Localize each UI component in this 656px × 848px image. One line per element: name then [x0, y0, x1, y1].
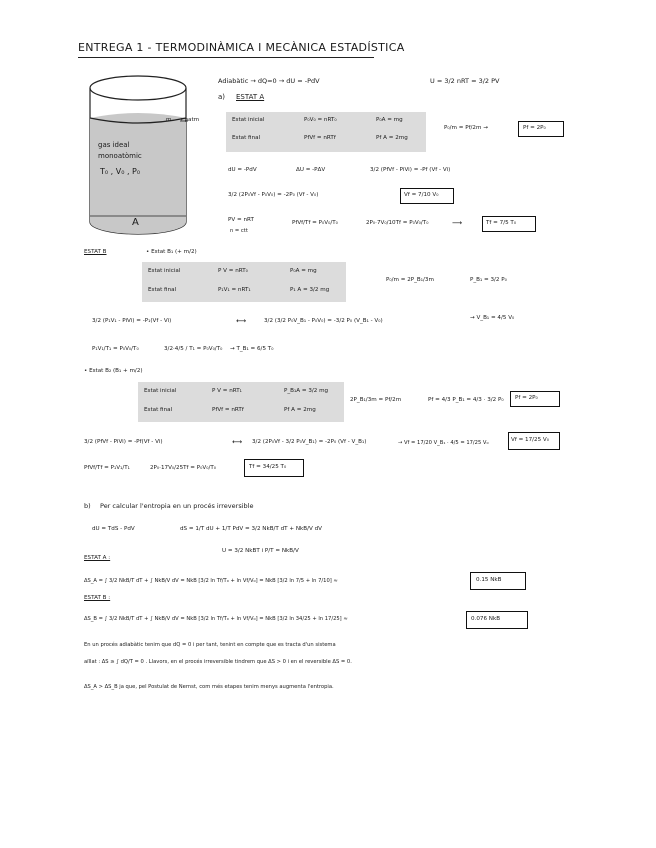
u-formula: U = 3/2 nRT = 3/2 PV [430, 77, 500, 85]
estat-a-fin-label: Estat final [232, 135, 261, 141]
estat-a-ini-eq1: P₀V₀ = nRT₀ [304, 117, 337, 123]
estat-a-fin-eq1: PfVf = nRTf [304, 135, 336, 141]
steps-a-l2: 3/2 (2P₀Vf - P₀V₀) = -2P₀ (Vf - V₀) [228, 192, 319, 198]
estat-b-l4-result: Tf = 34/25 T₀ [249, 464, 287, 470]
part-b-para-1: En un procés adiabàtic tenim que dQ = 0 i per tant, tenint en compte que es tracta d'un sistema [84, 642, 336, 648]
part-b-dsa-result: 0.15 NkB [476, 577, 502, 583]
estat-b-l3: 3/2 (PfVf - PiVi) = -Pf(Vf - Vi) [84, 439, 163, 445]
estat-b-l1-result: → V_B₁ = 4/5 V₀ [470, 315, 515, 321]
estat-b1-fin-label: Estat final [148, 287, 177, 293]
estat-b-l1b: 3/2 (3/2 P₀V_B₁ - P₀V₀) = -3/2 P₀ (V_B₁ - V₀) [264, 318, 383, 324]
estat-a-fin-eq2: Pf A = 2mg [376, 135, 408, 141]
part-b-estat-a: ESTAT A : [84, 555, 111, 561]
estat-b1-ratio: P₀/m = 2P_B₁/3m [386, 277, 434, 283]
part-b-ucap: U = 3/2 NkBT i P/T = NkB/V [222, 548, 299, 554]
estat-a-result: Pf = 2P₀ [523, 125, 546, 131]
estat-b2-fin-label: Estat final [144, 407, 173, 413]
part-b-dsb-result: 0.076 NkB [471, 616, 501, 622]
adiabatic-line: Adiabàtic → dQ=0 → dU = -PdV [218, 77, 320, 85]
steps-a-l3b: PfVf/Tf = P₀V₀/T₀ [292, 220, 338, 226]
gas-label-2: monoatòmic [98, 152, 142, 160]
estat-b-l3b: 3/2 (2P₀Vf - 3/2 P₀V_B₁) = -2P₀ (Vf - V_B₁) [252, 439, 367, 445]
estat-a-ini-eq2: P₀A = mg [376, 117, 403, 123]
steps-a-l3a-sub: n = ctt [230, 228, 248, 234]
estat-b-l2b: 3/2·4/5 / T₁ = P₀V₀/T₀ [164, 346, 223, 352]
estat-b2-ini-label: Estat inicial [144, 388, 177, 394]
estat-b1-pb1: P_B₁ = 3/2 P₀ [470, 277, 507, 283]
page-title: ENTREGA 1 - TERMODINÀMICA I MECÀNICA ESTADÍSTICA [78, 41, 405, 54]
part-b-para-2: aïllat : ΔS ≥ ∫ dQ/T = 0 . Llavors, en el procés irreversible tindrem que ΔS > 0 i en el reversible ΔS = 0. [84, 659, 352, 665]
estat-b2-result: Pf = 2P₀ [515, 395, 538, 401]
steps-a-l3-arrow: ⟶ [452, 219, 463, 227]
steps-a-l3-result: Tf = 7/5 T₀ [486, 220, 517, 226]
estat-b-l4a: PfVf/Tf = P₁V₁/T₁ [84, 465, 130, 471]
estat-b1-ini-eq2: P₀A = mg [290, 268, 317, 274]
part-b-l1a: dU = TdS - PdV [92, 526, 135, 532]
estat-b-l1: 3/2 (P₁V₁ - PiVi) = -P₁(Vf - Vi) [92, 318, 172, 324]
part-b-dsb: ΔS_B = ∫ 3/2 NkB/T dT + ∫ NkB/V dV = NkB [3/2 ln Tf/T₀ + ln Vf/V₀] = NkB [3/2 ln 34/25 + ln 17/25] ≈ [84, 616, 348, 622]
estat-b1-fin-eq1: P₁V₁ = nRT₁ [218, 287, 251, 293]
mass-label: m [166, 117, 172, 123]
estat-b2-label: • Estat B₂ (B₁ + m/2) [84, 368, 143, 374]
estat-b-heading: ESTAT B [84, 249, 107, 255]
estat-b1-ini-eq1: P V = nRT₀ [218, 268, 248, 274]
part-a-label: a) [218, 93, 226, 101]
estat-b2-fin-eq1: PfVf = nRTf [212, 407, 244, 413]
part-b-label: b) [84, 502, 91, 510]
estat-b2-ini-eq1: P V = nRT₁ [212, 388, 242, 394]
estat-b-l4b: 2P₀·17V₀/25Tf = P₀V₀/T₀ [150, 465, 216, 471]
steps-a-l3c: 2P₀·7V₀/10Tf = P₀V₀/T₀ [366, 220, 429, 226]
part-b-para-3: ΔS_A > ΔS_B ja que, pel Postulat de Nernst, com més etapes tenim menys augmenta l'entropia. [84, 684, 334, 690]
estat-b-l2a: P₁V₁/T₁ = P₀V₀/T₀ [92, 346, 139, 352]
estat-b-l3c: → Vf = 17/20 V_B₁ · 4/5 = 17/25 V₀ [398, 440, 489, 446]
part-b-l1b: dS = 1/T dU + 1/T PdV = 3/2 NkB/T dT + NkB/V dV [180, 526, 322, 532]
part-b-dsa: ΔS_A = ∫ 3/2 NkB/T dT + ∫ NkB/V dV = NkB [3/2 ln Tf/T₀ + ln Vf/V₀] = NkB [3/2 ln 7/5 + ln 7/10] ≈ [84, 578, 338, 584]
part-b-heading: Per calcular l'entropia en un procés irreversible [100, 502, 254, 510]
estat-b1-label: • Estat B₁ (+ m/2) [146, 249, 197, 255]
estat-b-l3-arrow: ⟷ [232, 438, 243, 446]
estat-a-ini-label: Estat inicial [232, 117, 265, 123]
estat-b2-fin-eq2: Pf A = 2mg [284, 407, 316, 413]
gas-label-1: gas ideal [98, 141, 130, 149]
steps-a-l1a: dU = -PdV [228, 167, 257, 173]
steps-a-l1c: 3/2 (PfVf - PiVi) = -Pf (Vf - Vi) [370, 167, 451, 173]
estat-b2-ratio: 2P_B₁/3m = Pf/2m [350, 397, 402, 403]
steps-a-l1b: ΔU = -PΔV [296, 167, 326, 173]
estat-a-ratio: P₀/m = Pf/2m → [444, 125, 488, 131]
estat-b2-ini-eq2: P_B₁A = 3/2 mg [284, 388, 329, 394]
estat-b1-ini-label: Estat inicial [148, 268, 181, 274]
estat-b2-pf: Pf = 4/3 P_B₁ = 4/3 · 3/2 P₀ [428, 397, 504, 403]
steps-a-l2-result: Vf = 7/10 V₀ [404, 192, 439, 198]
estat-b1-fin-eq2: P₁ A = 3/2 mg [290, 287, 330, 293]
estat-b-l2-result: → T_B₁ = 6/5 T₀ [230, 346, 274, 352]
estat-b-l3-result: Vf = 17/25 V₀ [511, 437, 550, 443]
part-b-estat-b: ESTAT B : [84, 595, 111, 601]
area-label: A [132, 217, 139, 228]
gas-label-3: T₀ , V₀ , P₀ [100, 167, 141, 176]
estat-a-heading: ESTAT A [236, 93, 265, 101]
estat-b-l1-arrow: ⟷ [236, 317, 247, 325]
patm-label: → patm [178, 117, 200, 123]
steps-a-l3a: PV = nRT [228, 217, 254, 223]
